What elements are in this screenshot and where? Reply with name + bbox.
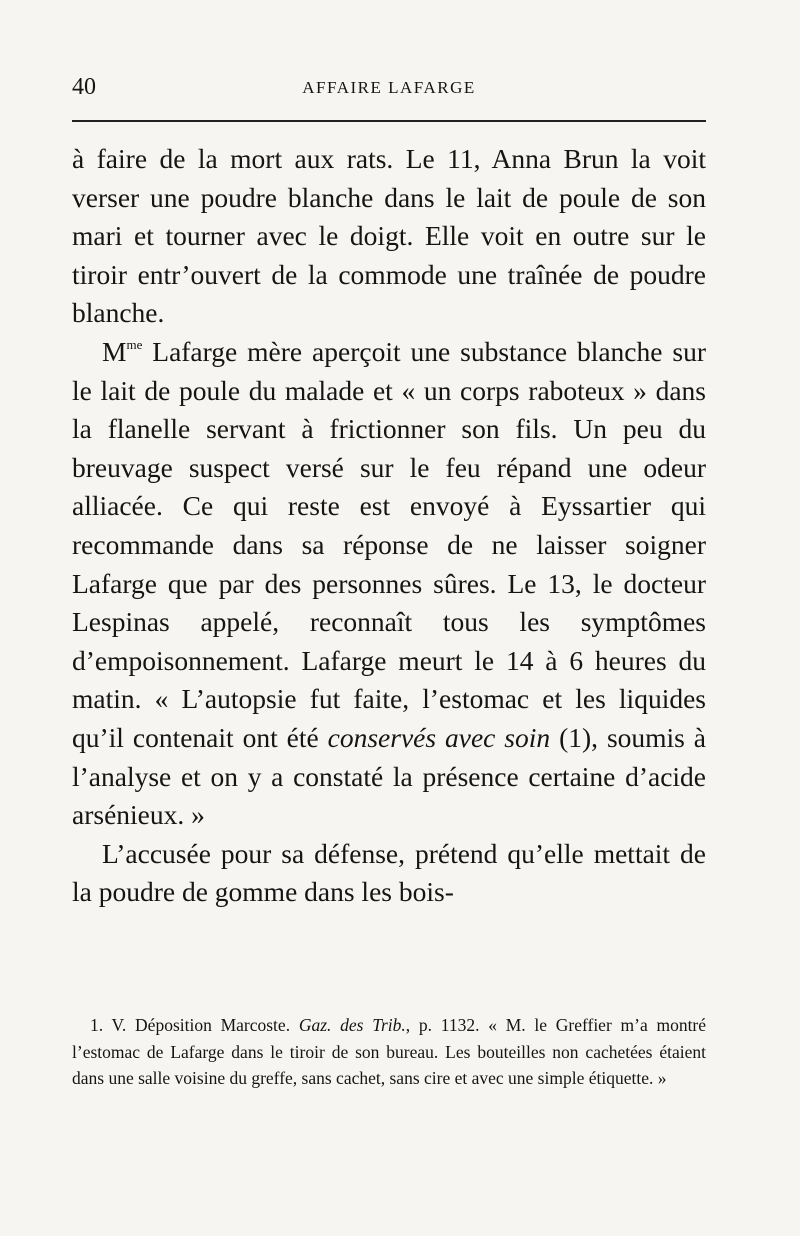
paragraph-2-text: Lafarge mère aperçoit une substance blanche sur le lait de poule du malade et « un corps raboteux » dans la flanelle servant à frictionner son fils. Un peu du breuvage suspect versé sur le feu répand une odeur alliacée. Ce qui reste est envoyé à Eyssartier qui recommande dans sa réponse de ne laisser soigner Lafarge que par des personnes sûres. Le 13, le docteur Lespinas appelé, reconnaît tous les symptômes d’empoisonnement. Lafarge meurt le 14 à 6 heures du matin. « L’autopsie fut faite, l’estomac et les liquides qu’il contenait ont été [72, 335, 706, 753]
mme-abbrev: M [102, 335, 127, 367]
paragraph-1: à faire de la mort aux rats. Le 11, Anna Brun la voit verser une poudre blanche dans le lait de poule de son mari et tourner avec le doigt. Elle voit en outre sur le tiroir entr’ouvert de la commode une traînée de poudre blanche. [72, 143, 706, 329]
running-title: AFFAIRE LAFARGE [302, 78, 476, 97]
header-rule [72, 120, 706, 122]
page-number: 40 [72, 74, 96, 100]
footnote-rest: , p. 1132. « M. le Greffier m’a montré l’estomac de Lafarge dans le tiroir de son bureau. Les bouteilles non cachetées étaient dans une salle voisine du greffe, sans cachet, sans cire et avec une simple étiquette. » [72, 1015, 707, 1088]
page-header [72, 72, 706, 106]
main-text [72, 140, 706, 912]
italic-phrase: conservés avec soin [327, 721, 551, 753]
footnote-1 [72, 1012, 706, 1092]
paragraph-2-end: (1), soumis à l’analyse et on y a constaté la présence certaine d’acide arsénieux. » [72, 721, 707, 831]
footnote-start: 1. V. Déposition Marcoste. [90, 1015, 291, 1035]
paragraph-3: L’accusée pour sa défense, prétend qu’elle mettait de la poudre de gomme dans les bois- [72, 837, 706, 908]
footnote-italic: Gaz. des Trib. [298, 1015, 406, 1035]
mme-superscript: me [126, 336, 143, 352]
paragraph-2 [72, 333, 706, 835]
footnote [72, 1012, 706, 1092]
